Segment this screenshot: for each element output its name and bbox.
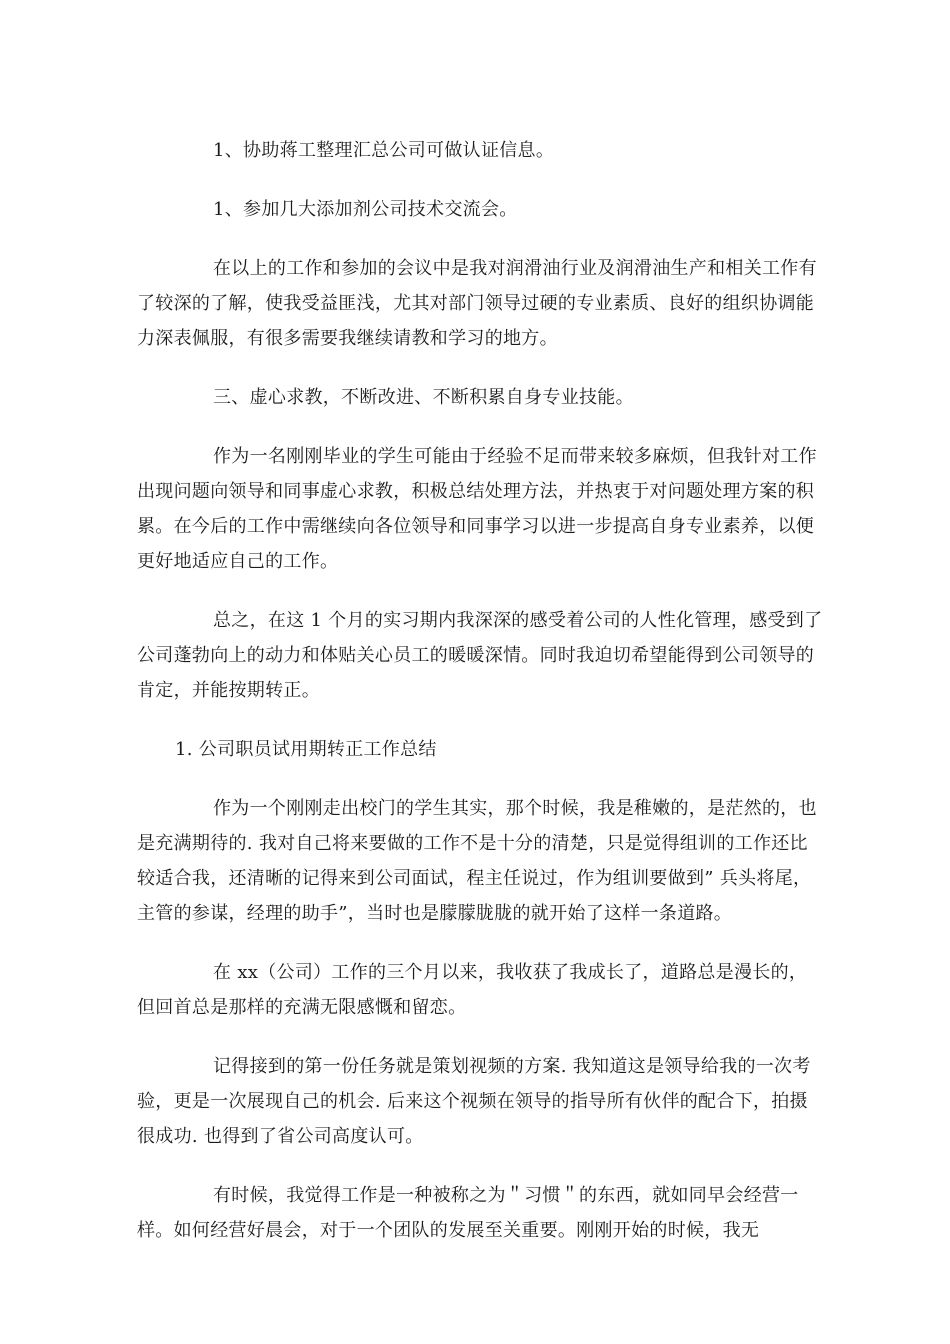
document-subtitle: 1. 公司职员试用期转正工作总结 <box>175 739 437 760</box>
paragraph-meeting-reflection: 在以上的工作和参加的会议中是我对润滑油行业及润滑油生产和相关工作有了较深的了解，使我受益匪浅，尤其对部门领导过硬的专业素质、良好的组织协调能力深表佩服，有很多需要我继续请教和学习的地方。 <box>137 258 817 349</box>
paragraph-three-months: 在 xx（公司）工作的三个月以来，我收获了我成长了，道路总是漫长的，但回首总是那样的充满无限感慨和留恋。 <box>137 962 808 1018</box>
paragraph-seeking-advice: 作为一名刚刚毕业的学生可能由于经验不足而带来较多麻烦，但我针对工作出现问题向领导和同事虚心求教，积极总结处理方法，并热衷于对问题处理方案的积累。在今后的工作中需继续向各位领导和同事学习以进一步提高自身专业素养，以便更好地适应自己的工作。 <box>137 446 817 572</box>
paragraph-work-habit: 有时候，我觉得工作是一种被称之为＂习惯＂的东西，就如同早会经营一样。如何经营好晨会，对于一个团队的发展至关重要。刚刚开始的时候，我无 <box>137 1185 799 1241</box>
paragraph-conclusion: 总之，在这 1 个月的实习期内我深深的感受着公司的人性化管理，感受到了公司蓬勃向上的动力和体贴关心员工的暖暖深情。同时我迫切希望能得到公司领导的肯定，并能按期转正。 <box>137 610 823 701</box>
section-heading-humble-learning: 三、虚心求教，不断改进、不断积累自身专业技能。 <box>213 387 634 408</box>
paragraph-graduate-start: 作为一个刚刚走出校门的学生其实，那个时候，我是稚嫩的，是茫然的，也是充满期待的. 我对自己将来要做的工作不是十分的清楚，只是觉得组训的工作还比较适合我，还清晰的记得来到公司面试，程主任说过，作为组训要做到” 兵头将尾，主管的参谋，经理的助手”，当时也是朦朦胧胧的就开始了这样一条道路。 <box>137 798 817 924</box>
document-body <box>137 133 825 1272</box>
paragraph-first-task: 记得接到的第一份任务就是策划视频的方案. 我知道这是领导给我的一次考验，更是一次展现自己的机会. 后来这个视频在领导的指导所有伙伴的配合下，拍摄很成功. 也得到了省公司高度认可。 <box>137 1056 811 1147</box>
list-item-tech-exchange-meeting: 1、参加几大添加剂公司技术交流会。 <box>213 199 518 220</box>
list-item-certification-info: 1、协助蒋工整理汇总公司可做认证信息。 <box>213 140 555 161</box>
